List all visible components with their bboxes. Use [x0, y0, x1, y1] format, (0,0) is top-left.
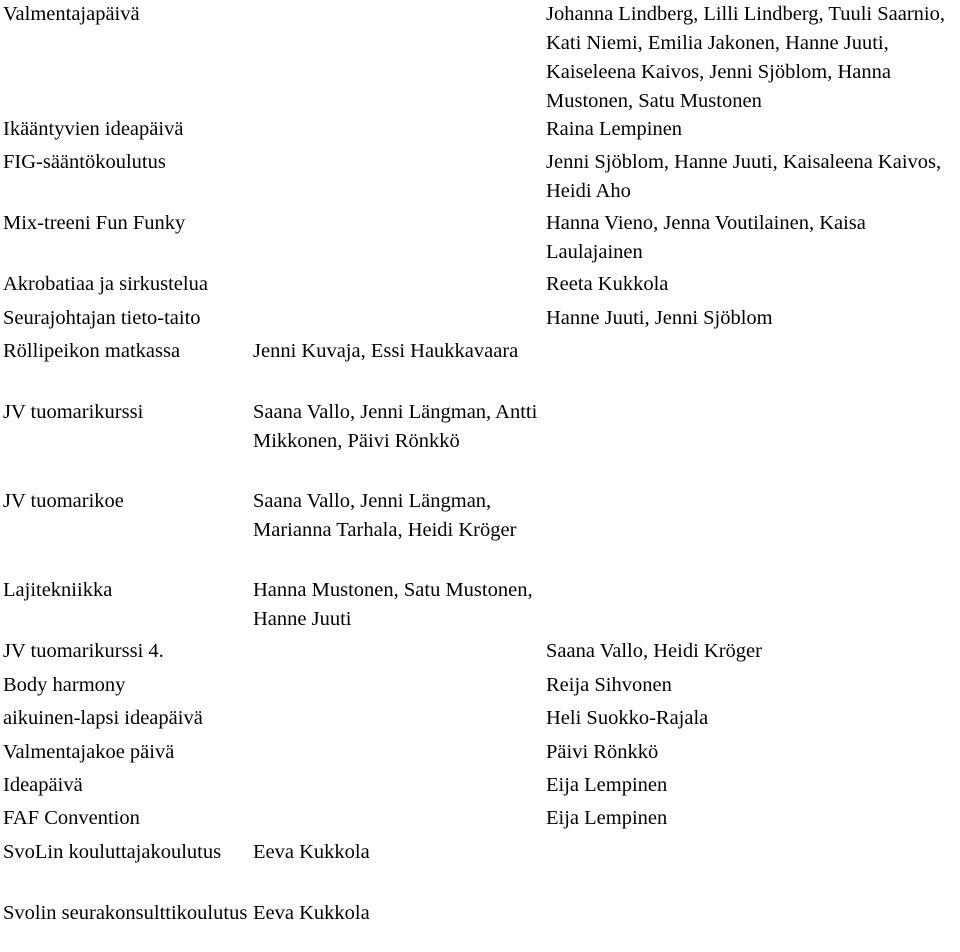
event-name: Valmentajakoe päivä: [3, 741, 175, 763]
event-name: Röllipeikon matkassa: [3, 340, 181, 362]
people-column-3: Eija Lempinen: [546, 807, 668, 829]
people-column-2: Jenni Kuvaja, Essi Haukkavaara: [253, 340, 519, 362]
people-column-3: Reija Sihvonen: [546, 674, 672, 696]
people-column-3: Heli Suokko-Rajala: [546, 707, 709, 729]
event-name: Svolin seurakonsulttikoulutus: [3, 902, 248, 924]
event-name: JV tuomarikurssi 4.: [3, 640, 164, 662]
event-name: Ikääntyvien ideapäivä: [3, 118, 184, 140]
people-column-3: Saana Vallo, Heidi Kröger: [546, 640, 762, 662]
event-name: Lajitekniikka: [3, 579, 113, 601]
people-column-3: Eija Lempinen: [546, 774, 668, 796]
event-name: Ideapäivä: [3, 774, 83, 796]
event-name: FIG-sääntökoulutus: [3, 151, 166, 173]
people-column-3: Hanna Vieno, Jenna Voutilainen, Kaisa Laulajainen: [546, 212, 866, 263]
people-column-2: Eeva Kukkola: [253, 841, 370, 863]
people-column-3: Päivi Rönkkö: [546, 741, 659, 763]
people-column-2: Saana Vallo, Jenni Längman, Marianna Tarhala, Heidi Kröger: [253, 490, 517, 541]
people-column-2: Hanna Mustonen, Satu Mustonen, Hanne Juuti: [253, 579, 533, 630]
people-column-2: Saana Vallo, Jenni Längman, Antti Mikkonen, Päivi Rönkkö: [253, 401, 538, 452]
event-name: Seurajohtajan tieto-taito: [3, 307, 201, 329]
event-name: JV tuomarikoe: [3, 490, 124, 512]
event-name: aikuinen-lapsi ideapäivä: [3, 707, 203, 729]
people-column-3: Jenni Sjöblom, Hanne Juuti, Kaisaleena Kaivos, Heidi Aho: [546, 151, 942, 202]
event-name: Valmentajapäivä: [3, 3, 140, 25]
event-name: Mix-treeni Fun Funky: [3, 212, 186, 234]
people-column-2: Eeva Kukkola: [253, 902, 370, 924]
event-name: Akrobatiaa ja sirkustelua: [3, 273, 208, 295]
event-name: SvoLin kouluttajakoulutus: [3, 841, 222, 863]
people-column-3: Reeta Kukkola: [546, 273, 669, 295]
people-column-3: Johanna Lindberg, Lilli Lindberg, Tuuli Saarnio, Kati Niemi, Emilia Jakonen, Hanne Juuti, Kaiseleena Kaivos, Jenni Sjöblom, Hanna Mustonen, Satu Mustonen: [546, 3, 945, 112]
event-name: Body harmony: [3, 674, 126, 696]
people-column-3: Hanne Juuti, Jenni Sjöblom: [546, 307, 773, 329]
people-column-3: Raina Lempinen: [546, 118, 683, 140]
event-name: JV tuomarikurssi: [3, 401, 144, 423]
event-name: FAF Convention: [3, 807, 140, 829]
